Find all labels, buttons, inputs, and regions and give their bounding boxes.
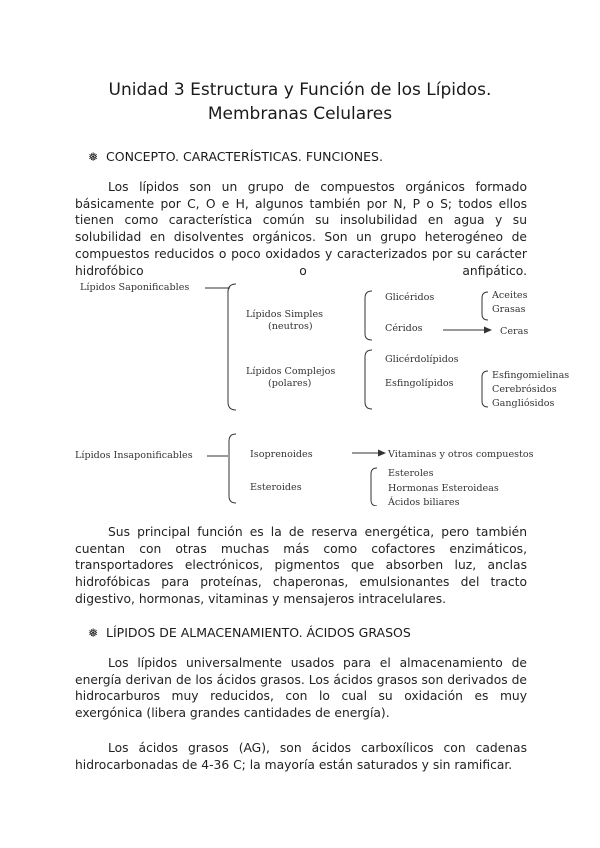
label-hormonas-esteroideas: Hormonas Esteroideas	[388, 483, 499, 494]
snowflake-bullet-icon: ❅	[88, 626, 99, 640]
paragraph-storage: Los lípidos universalmente usados para el almacenamiento de energía derivan de los ácidos grasos. Los ácidos grasos son derivados de hidrocarburos muy reducidos, con lo cual su oxidación es muy exergónica (libera grandes cantidades de energía).	[75, 656, 527, 721]
esteroides-brace	[371, 468, 377, 506]
title-line-1: Unidad 3 Estructura y Función de los Lípidos.	[108, 80, 492, 100]
label-insaponificables: Lípidos Insaponificables	[75, 450, 193, 461]
label-ceras: Ceras	[500, 326, 529, 337]
label-glicerolipidos: Glicérdolípidos	[385, 354, 459, 365]
label-lipidos-simples: Lípidos Simples	[246, 309, 324, 320]
saponificables-brace	[228, 284, 236, 410]
label-esteroles: Esteroles	[388, 468, 434, 479]
label-acidos-biliares: Ácidos biliares	[388, 497, 460, 506]
label-vitaminas: Vitaminas y otros compuestos	[388, 449, 534, 460]
lipid-classification-diagram	[0, 276, 600, 506]
insaponificables-brace	[229, 434, 236, 503]
title-line-2: Membranas Celulares	[207, 104, 393, 124]
gliceridos-brace	[482, 292, 488, 320]
section-heading-concepto	[88, 149, 383, 164]
label-esfingomielinas: Esfingomielinas	[492, 370, 570, 381]
label-isoprenoides: Isoprenoides	[250, 449, 313, 460]
label-ceridos: Céridos	[385, 323, 423, 334]
paragraph-fatty-acids: Los ácidos grasos (AG), son ácidos carboxílicos con cadenas hidrocarbonadas de 4-36 C; la mayoría están saturados y sin ramificar.	[75, 741, 527, 772]
label-grasas: Grasas	[492, 304, 526, 315]
snowflake-bullet-icon: ❅	[88, 150, 99, 164]
label-neutros: (neutros)	[268, 321, 313, 332]
section-heading-text: CONCEPTO. CARACTERÍSTICAS. FUNCIONES.	[106, 149, 383, 164]
simples-brace	[365, 291, 372, 340]
ceridos-arrowhead	[484, 327, 492, 334]
label-lipidos-complejos: Lípidos Complejos	[246, 366, 336, 377]
page-title	[0, 78, 600, 126]
section-heading-almacenamiento	[88, 625, 411, 640]
label-cerebrosidos: Cerebrósidos	[492, 384, 557, 395]
esfingolipidos-brace	[482, 371, 488, 407]
label-aceites: Aceites	[492, 290, 528, 301]
label-esteroides: Esteroides	[250, 482, 302, 493]
label-polares: (polares)	[268, 378, 312, 389]
paragraph-functions: Sus principal función es la de reserva energética, pero también cuentan con otras muchas más como cofactores enzimáticos, transportadores electrónicos, pigmentos que absorben luz, anclas hidrofóbicas para proteínas, chaperonas, emulsionantes del tracto digestivo, hormonas, vitaminas y mensajeros intracelulares.	[75, 525, 527, 606]
label-saponificables: Lípidos Saponificables	[80, 282, 190, 293]
paragraph-definition: Los lípidos son un grupo de compuestos orgánicos formado básicamente por C, O e H, algunos también por N, P o S; todos ellos tienen como característica común su insolubilidad en agua y su solubilidad en disolventes orgánicos. Son un grupo heterogéneo de compuestos reducidos o poco oxidados y caracterizados por su carácter hidrofóbico o anfipático.	[75, 180, 527, 278]
label-gangliosidos: Gangliósidos	[492, 398, 555, 409]
label-gliceridos: Glicéridos	[385, 292, 435, 303]
complejos-brace	[365, 350, 372, 409]
isoprenoides-arrowhead	[378, 450, 386, 457]
label-esfingolipidos: Esfingolípidos	[385, 378, 454, 389]
section-heading-text: LÍPIDOS DE ALMACENAMIENTO. ÁCIDOS GRASOS	[106, 625, 411, 640]
